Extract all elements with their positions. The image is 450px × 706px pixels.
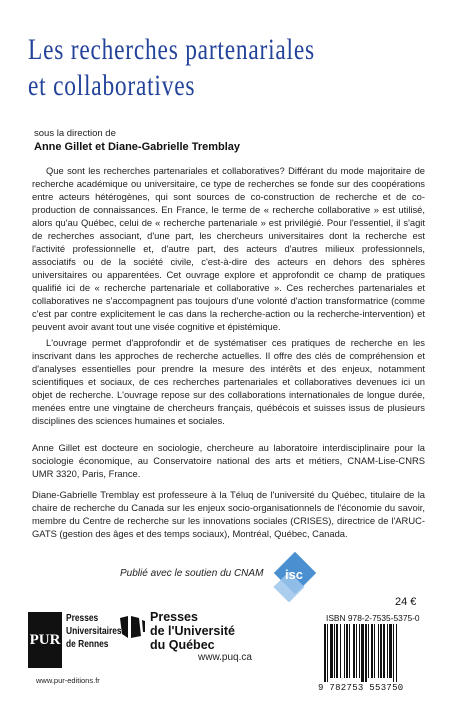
description-paragraph-1: Que sont les recherches partenariales et collaboratives? Différant du mode majoritaire de recherche académique ou universitaire, ce type de recherches se fonde sur des coopérations entre acteurs hétérogènes, qui sont sources de co-construction de recherche et de co-production de connaissances. En France, le terme de « recherche collaborative » est utilisé, alors qu'au Québec, celui de « recherche partenariale » est privilégié. Pour l'essentiel, il s'agit de recherches associant, d'une part, les chercheurs universitaires dont la recherche est l'activité professionnelle et, d'autre part, des acteurs d'autres milieux professionnels, associatifs ou de la société civile, c'est-à-dire des acteurs en dehors des sphères universitaires ou apparentées. Cet ouvrage explore et approfondit ce champ de pratiques qualifié ici de « recherche partenariale et collaborative ». Ces recherches partenariales et collaboratives ne s'accompagnent pas toujours d'une volonté d'action transformatrice (comme c'est par contre explicitement le cas dans la recherche-action ou la recherche-intervention) et peuvent avoir avant tout une visée cognitive et épistémique. <box>32 165 425 332</box>
authors: Anne Gillet et Diane-Gabrielle Tremblay <box>34 141 241 153</box>
barcode-bar <box>378 624 379 678</box>
book-title <box>28 32 340 104</box>
puq-line-2: de l'Université <box>150 624 235 638</box>
barcode-bar <box>374 624 375 678</box>
puq-logo-icon <box>118 614 146 640</box>
barcode-icon <box>322 624 426 682</box>
barcode-bar <box>340 624 341 678</box>
barcode-number: 9 782753 553750 <box>318 683 404 693</box>
cnam-logo-text: isc <box>284 567 304 582</box>
pur-logo-icon: PUR <box>28 612 62 668</box>
pur-website: www.pur-editions.fr <box>36 676 100 685</box>
barcode-bar <box>371 624 373 678</box>
barcode-bar <box>346 624 348 678</box>
barcode-bar <box>365 624 367 682</box>
price: 24 € <box>395 596 417 608</box>
barcode-bar <box>344 624 345 678</box>
book-title-line-2: et collaboratives <box>28 69 196 102</box>
support-text: Publié avec le soutien du CNAM <box>120 568 264 579</box>
description-paragraph-2: L'ouvrage permet d'approfondir et de systématiser ces pratiques de recherche en les inscrivant dans les approches de recherche actuelles. Il offre des clés de compréhension et d'analyses essentielles pour prendre la mesure des intérêts et des enjeux, notamment scientifiques et sociaux, de ces recherches partenariales et collaboratives devenues ici un objet de recherche. L'ouvrage repose sur des collaborations internationales de longue durée, menées entre une vingtaine de chercheurs français, québécois et suisses issus de plusieurs disciplines des sciences humaines et sociales. <box>32 337 425 426</box>
barcode-bar <box>387 624 388 678</box>
author-bio-tremblay: Diane-Gabrielle Tremblay est professeure à la Téluq de l'université du Québec, titulaire de la chaire de recherche du Canada sur les enjeux socio-organisationnels de l'économie du savoir, membre du Centre de recherche sur les innovations sociales (CRISES), directrice de l'ARUC-GATS (gestion des âges et des temps sociaux), Montréal, Québec, Canada. <box>32 489 425 539</box>
puq-line-3: du Québec <box>150 638 215 652</box>
isbn: ISBN 978-2-7535-5375-0 <box>326 613 420 623</box>
direction-label: sous la direction de <box>34 128 116 139</box>
barcode-bar <box>389 624 392 678</box>
barcode-bar <box>327 624 328 682</box>
barcode-bar <box>336 624 338 678</box>
puq-publisher-name <box>150 610 235 652</box>
barcode-bar <box>396 624 397 682</box>
barcode-bar <box>324 624 326 682</box>
pur-line-2: Universitaires <box>66 625 122 637</box>
barcode-bar <box>349 624 350 678</box>
pur-line-1: Presses <box>66 612 99 624</box>
barcode-bar <box>380 624 382 678</box>
puq-line-1: Presses <box>150 610 198 624</box>
author-bio-gillet: Anne Gillet est docteure en sociologie, chercheure au laboratoire interdisciplinaire pour la sociologie économique, au Conservatoire national des arts et métiers, CNAM-Lise-CNRS UMR 3320, Paris, France. <box>32 442 425 479</box>
cnam-logo-icon <box>268 550 320 602</box>
barcode-bar <box>356 624 357 678</box>
barcode-bar <box>361 624 364 682</box>
pur-line-3: de Rennes <box>66 638 109 650</box>
barcode-bar <box>368 624 369 678</box>
barcode-bar <box>359 624 360 678</box>
barcode-bar <box>353 624 355 678</box>
barcode-bar <box>393 624 394 682</box>
barcode-bar <box>383 624 385 678</box>
puq-website: www.puq.ca <box>198 652 252 663</box>
barcode-bar <box>334 624 335 678</box>
book-title-line-1: Les recherches partenariales <box>28 33 315 66</box>
barcode-bar <box>330 624 333 678</box>
pur-publisher-name <box>66 612 122 651</box>
